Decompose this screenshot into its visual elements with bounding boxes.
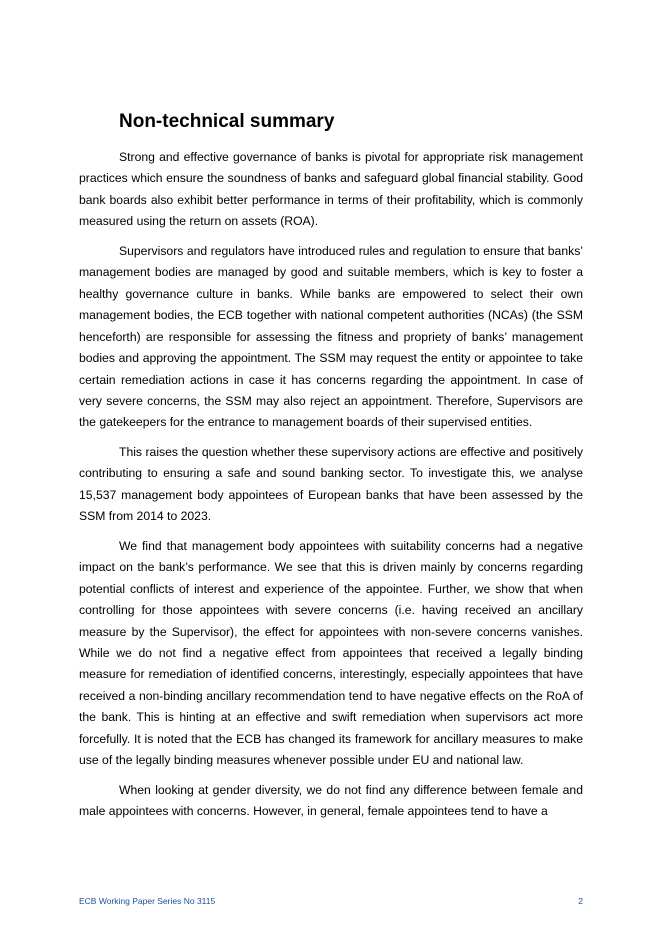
section-title: Non-technical summary xyxy=(119,111,335,132)
footer-series-label: ECB Working Paper Series No 3115 xyxy=(79,896,216,906)
paragraph-1: Strong and effective governance of banks is pivotal for appropriate risk management practices which ensure the soundness of banks and safeguard global financial stability. Good bank boards also exhibit better performance in terms of their profitability, which is commonly measured using the return on assets (ROA). xyxy=(79,150,583,229)
page-footer xyxy=(79,894,583,908)
paragraph-4: We find that management body appointees with suitability concerns had a negative impact on the bank’s performance. We see that this is driven mainly by concerns regarding potential conflicts of interest and experience of the appointee. Further, we show that when controlling for those appointees with severe concerns (i.e. having received an ancillary measure by the Supervisor), the effect for appointees with non-severe concerns vanishes. While we do not find a negative effect from appointees that received a legally binding measure for remediation of identified concerns, interestingly, especially appointees that have received a non-binding ancillary recommendation tend to have negative effects on the RoA of the bank. This is hinting at an effective and swift remediation when supervisors act more forcefully. It is noted that the ECB has changed its framework for ancillary measures to make use of the legally binding measures whenever possible under EU and national law. xyxy=(79,538,583,768)
body-text xyxy=(79,147,583,831)
footer-page-number: 2 xyxy=(578,896,583,906)
paragraph-2: Supervisors and regulators have introduced rules and regulation to ensure that banks’ management bodies are managed by good and suitable members, which is key to foster a healthy governance culture in banks. While banks are empowered to select their own management bodies, the ECB together with national competent authorities (NCAs) (the SSM henceforth) are responsible for assessing the fitness and propriety of banks’ management bodies and approving the appointment. The SSM may request the entity or appointee to take certain remediation actions in case it has concerns regarding the appointment. In case of very severe concerns, the SSM may also reject an appointment. Therefore, Supervisors are the gatekeepers for the entrance to management boards of their supervised entities. xyxy=(79,243,583,430)
paragraph-3: This raises the question whether these supervisory actions are effective and positively contributing to ensuring a safe and sound banking sector. To investigate this, we analyse 15,537 management body appointees of European banks that have been assessed by the SSM from 2014 to 2023. xyxy=(79,444,583,524)
paragraph-5: When looking at gender diversity, we do not find any difference between female and male appointees with concerns. However, in general, female appointees tend to have a xyxy=(79,782,583,819)
